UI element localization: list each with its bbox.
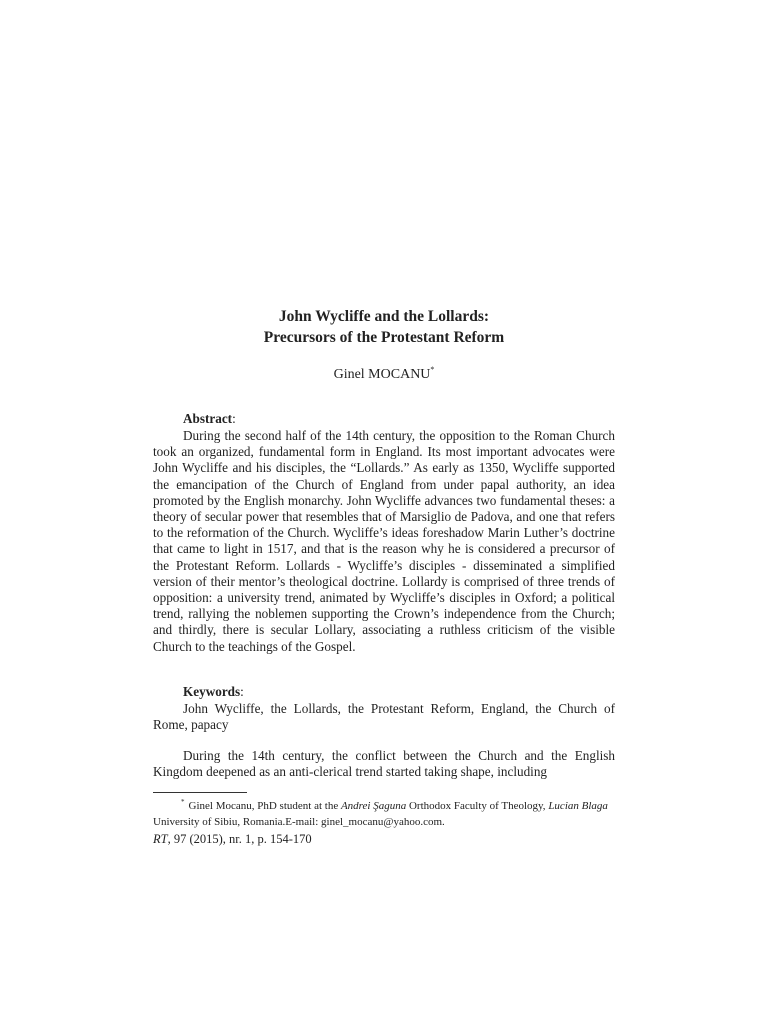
- footnote-mark: *: [181, 798, 185, 806]
- journal-abbreviation: RT: [153, 832, 168, 846]
- footnote-text-2: Orthodox Faculty of Theology,: [406, 800, 549, 812]
- keywords-text: John Wycliffe, the Lollards, the Protestant Reform, England, the Church of Rome, papacy: [153, 701, 615, 733]
- body-paragraph: During the 14th century, the conflict between the Church and the English Kingdom deepened as an anti-clerical trend started taking shape, including: [153, 748, 615, 780]
- footnote-faculty-name: Andrei Şaguna: [340, 800, 407, 812]
- keywords-heading-colon: :: [240, 684, 244, 699]
- abstract-heading-colon: :: [232, 411, 236, 426]
- author-footnote: [153, 794, 615, 830]
- abstract-heading: [183, 411, 236, 427]
- keywords-heading-text: Keywords: [183, 684, 241, 699]
- footnote-university-name: Lucian Blaga: [548, 800, 608, 812]
- keywords-heading: [183, 684, 244, 700]
- abstract-heading-text: Abstract: [183, 411, 233, 426]
- article-title-line-2: Precursors of the Protestant Reform: [263, 329, 505, 346]
- footnote-divider: [153, 792, 247, 793]
- citation-details: , 97 (2015), nr. 1, p. 154-170: [167, 832, 312, 846]
- author-name: [0, 365, 768, 383]
- article-title-line-1: John Wycliffe and the Lollards:: [278, 308, 490, 325]
- footnote-text-1: Ginel Mocanu, PhD student at the: [188, 800, 341, 812]
- abstract-text: During the second half of the 14th century, the opposition to the Roman Church took an organized, fundamental form in England. Its most important advocates were John Wycliffe and his disciples, the “Lollards.” As early as 1350, Wycliffe supported the emancipation of the Church of England from under papal authority, an idea promoted by the English monarchy. John Wycliffe advances two fundamental theses: a theory of secular power that resembles that of Marsiglio de Padova, and one that refers to the reformation of the Church. Wycliffe’s ideas foreshadow Marin Luther’s doctrine that came to light in 1517, and that is the reason why he is considered a precursor of the Protestant Reform. Lollards - Wycliffe’s disciples - disseminated a simplified version of their mentor’s theological doctrine. Lollardy is comprised of three trends of opposition: a university trend, animated by Wycliffe’s disciples in Oxford; a political trend, rallying the noblemen supporting the Crown’s independence from the Church; and thirdly, there is secular Lollary, associating a ruthless criticism of the visible Church to the teachings of the Gospel.: [153, 428, 615, 654]
- footnote-text-3: University of Sibiu, Romania.E-mail: ginel_mocanu@yahoo.com.: [153, 816, 445, 828]
- author-name-text: Ginel MOCANU: [333, 367, 431, 382]
- journal-citation: [153, 832, 312, 847]
- author-footnote-mark[interactable]: *: [430, 365, 435, 374]
